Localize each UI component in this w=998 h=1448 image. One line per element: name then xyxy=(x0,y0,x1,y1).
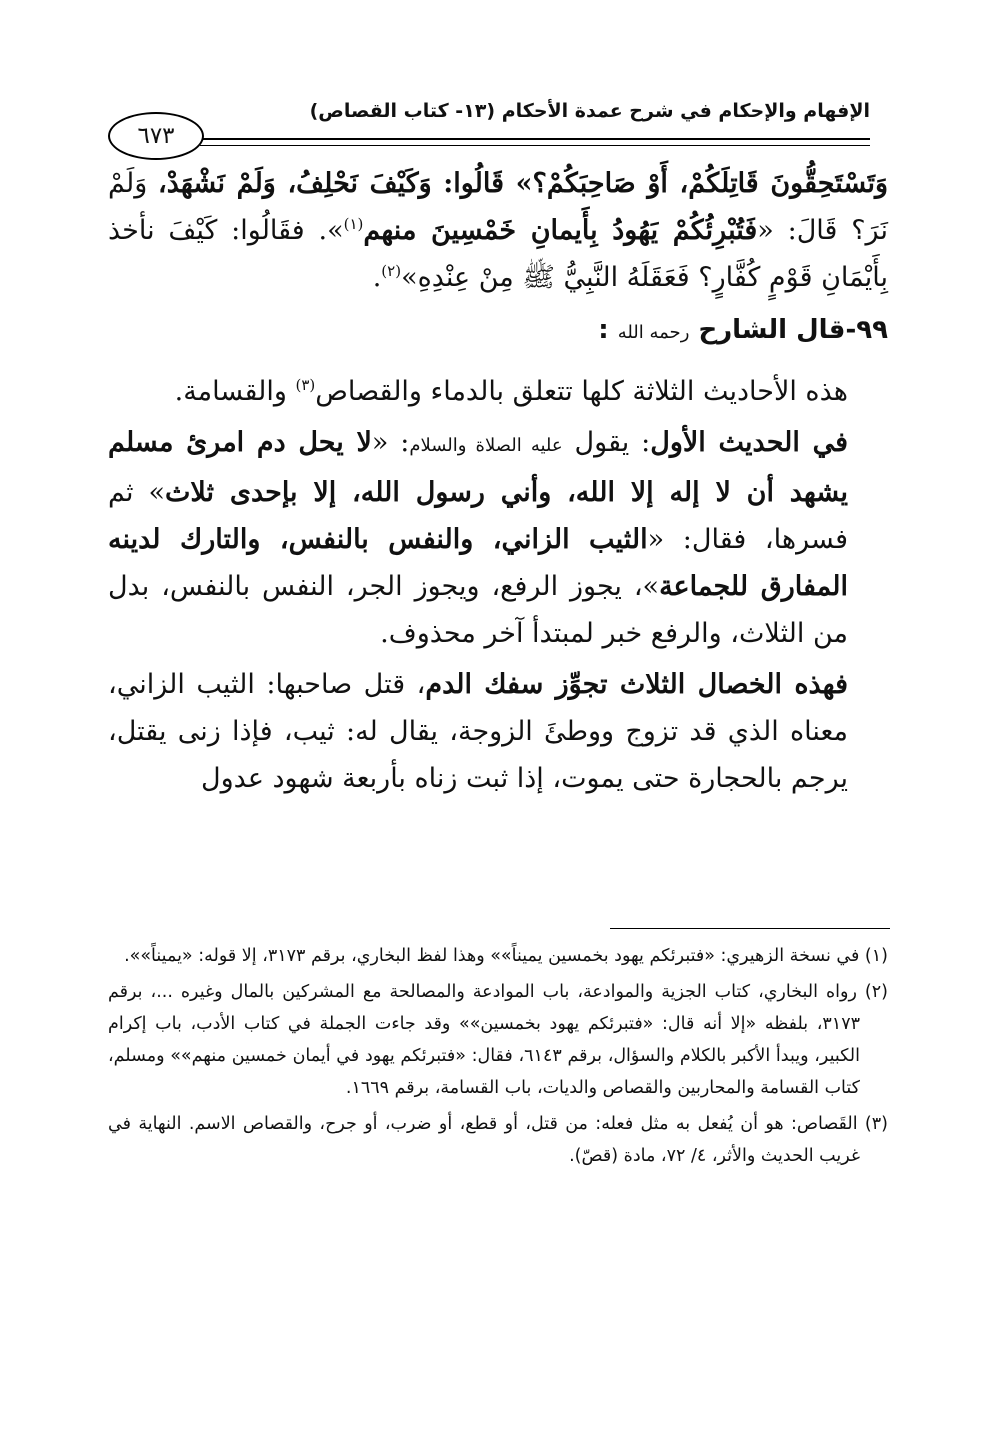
honorific-alayhi-salam: عليه الصلاة والسلام xyxy=(409,435,563,456)
intro-text-b: والقسامة. xyxy=(174,376,296,407)
paragraph-first-hadith xyxy=(108,419,888,657)
hadith-line-3-end: . xyxy=(372,262,382,293)
header-rule-thin xyxy=(200,145,870,146)
main-text xyxy=(108,160,888,802)
footnote-separator xyxy=(610,928,890,929)
p2-text-2: : « xyxy=(371,427,410,458)
honorific-rahimahullah: رحمه الله xyxy=(617,322,690,343)
section-heading xyxy=(108,307,888,356)
page-number: ٦٧٣ xyxy=(108,112,204,160)
hadith-line-2b: فَتُبْرِئُكُمْ يَهُودُ بِأَيمانِ خَمْسِينَ منهم xyxy=(363,215,758,246)
heading-number: ٩٩- xyxy=(845,315,888,345)
footnote-ref-2[interactable]: (٢) xyxy=(381,262,402,280)
p3-bold-text: فهذه الخصال الثلاث تجوِّز سفك الدم xyxy=(425,669,848,700)
paragraph-intro xyxy=(108,368,888,415)
running-header-title: الإفهام والإحكام في شرح عمدة الأحكام (١٣- كتاب القصاص) xyxy=(309,100,870,122)
footnote-1: (١) في نسخة الزهيري: «فتبرئكم يهود بخمسين يميناً»» وهذا لفظ البخاري، برقم ٣١٧٣، إلا قوله: «يميناً»». xyxy=(124,946,888,966)
footnotes xyxy=(108,940,888,1176)
p2-text-3: » ثم فسرها، فقال: « xyxy=(108,477,848,555)
p2-text-1: : يقول xyxy=(562,427,651,458)
header-rule-thick xyxy=(200,138,870,140)
hadith-text xyxy=(108,160,888,301)
first-hadith-label: في الحديث الأول xyxy=(650,427,849,458)
hadith-line-1: وَتَسْتَحِقُّونَ قَاتِلَكُمْ، أَوْ صَاحِبَكُمْ؟» قَالُوا: وَكَيْفَ نَحْلِفُ، وَلَمْ نَشْهَدْ، xyxy=(158,168,888,199)
p3-text: ، قتل صاحبها: الثيب الزاني، معناه الذي قد تزوج ووطئَ الزوجة، يقال له: ثيب، فإذا زنى يقتل، يرجم بالحجارة حتى يموت، إذا ثبت زناه بأربعة شهود عدول xyxy=(108,669,848,794)
footnote-3: (٣) القَصاص: هو أن يُفعل به مثل فعله: من قتل، أو قطع، أو ضرب، أو جرح، والقصاص الاسم. النهاية في غريب الحديث والأثر، ٤/ ٧٢، مادة (قصّ). xyxy=(108,1114,888,1166)
footnote-ref-1[interactable]: (١) xyxy=(343,215,364,233)
p2-hadith-explanation: الثيب الزاني، والنفس بالنفس، والتارك لدينه المفارق للجماعة xyxy=(108,524,849,602)
intro-text-a: هذه الأحاديث الثلاثة كلها تتعلق بالدماء والقصاص xyxy=(315,376,848,407)
paragraph-three-traits xyxy=(108,661,888,802)
hadith-line-3: نأخذ بِأَيْمَانِ قَوْمٍ كُفَّارٍ؟ فَعَقَلَهُ النَّبِيُّ ﷺ مِنْ عِنْدِهِ» xyxy=(108,215,888,293)
hadith-line-2a: وَلَمْ نَرَ؟ قَالَ: « xyxy=(108,168,888,246)
p2-hadith-quote: لا يحل دم امرئ مسلم يشهد أن لا إله إلا الله، وأني رسول الله، إلا بإحدى ثلاث xyxy=(108,427,848,508)
p2-text-4: »، يجوز الرفع، ويجوز الجر، النفس بالنفس، بدل من الثلاث، والرفع خبر لمبتدأ آخر محذوف. xyxy=(108,571,848,649)
hadith-line-2c: ». فقَالُوا: كَيْفَ xyxy=(168,215,344,246)
heading-text: قال الشارح xyxy=(698,315,846,345)
heading-colon: : xyxy=(598,315,609,345)
footnote-2: (٢) رواه البخاري، كتاب الجزية والموادعة، باب الموادعة والمصالحة مع المشركين بالمال وغيره ...، برقم ٣١٧٣، بلفظه «إلا أنه قال: «فتبرئكم يهود بخمسين»» وقد جاءت الجملة في كتاب الأدب، باب إكرام الكبير، ويبدأ الأكبر بالكلام والسؤال، برقم ٦١٤٣، فقال: «فتبرئكم يهود في أيمان خمسين منهم»» ومسلم، كتاب القسامة والمحاربين والقصاص والديات، باب القسامة، برقم ١٦٦٩. xyxy=(108,982,888,1098)
footnote-ref-3[interactable]: (٣) xyxy=(295,376,316,394)
